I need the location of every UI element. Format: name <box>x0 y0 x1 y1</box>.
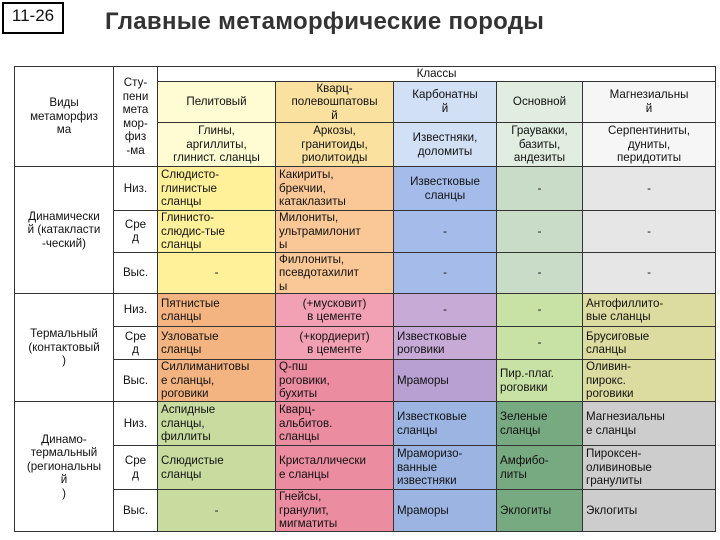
classes-header: Классы <box>158 67 716 82</box>
rock-cell: Силлиманитовы е сланцы, роговики <box>158 360 276 402</box>
rock-cell: - <box>497 211 583 253</box>
rock-cell: (+кордиерит) в цементе <box>276 327 394 360</box>
rock-cell: Оливин- пирокс. роговики <box>583 360 716 402</box>
rock-cell: Известковые сланцы <box>394 167 497 211</box>
rock-cell: Мраморизо- ванные известняки <box>394 446 497 490</box>
rock-cell: Зеленые сланцы <box>497 402 583 446</box>
rock-cell: Эклогиты <box>497 490 583 532</box>
rock-cell: Пироксен- оливиновые гранулиты <box>583 446 716 490</box>
rock-cell: Аспидные сланцы, филлиты <box>158 402 276 446</box>
rock-cell: Амфибо- литы <box>497 446 583 490</box>
rock-cell: - <box>158 490 276 532</box>
protolith-magnesian: Серпентиниты, дуниты, перидотиты <box>583 123 716 167</box>
class-carbonate: Карбонатны й <box>394 81 497 123</box>
rock-cell: Какириты, брекчии, катаклазиты <box>276 167 394 211</box>
rock-cell: Антофиллито- вые сланцы <box>583 294 716 327</box>
rock-cell: Пятнистые сланцы <box>158 294 276 327</box>
rock-cell: - <box>394 294 497 327</box>
rock-cell: Мраморы <box>394 490 497 532</box>
step-low: Низ. <box>114 402 158 446</box>
step-low: Низ. <box>114 167 158 211</box>
rock-cell: Кристаллически е сланцы <box>276 446 394 490</box>
rock-cell: - <box>583 252 716 294</box>
class-magnesian: Магнезиальны й <box>583 81 716 123</box>
metamorphism-type-dynamic: Динамически й (катакласти -ческий) <box>15 167 114 294</box>
step-low: Низ. <box>114 294 158 327</box>
metamorphic-rocks-table <box>14 66 716 532</box>
slide-number: 11-26 <box>11 6 55 25</box>
rock-cell: Слюдисто- глинистые сланцы <box>158 167 276 211</box>
protolith-quartz-feldspar: Аркозы, гранитоиды, риолитоиды <box>276 123 394 167</box>
types-header: Виды метаморфиз ма <box>15 67 114 167</box>
rock-cell: - <box>497 167 583 211</box>
rock-cell: Узловатые сланцы <box>158 327 276 360</box>
rock-cell: Пир.-плаг. роговики <box>497 360 583 402</box>
step-high: Выс. <box>114 490 158 532</box>
rock-cell: Гнейсы, гранулит, мигматиты <box>276 490 394 532</box>
rock-cell: Магнезиальны е сланцы <box>583 402 716 446</box>
rock-cell: Глинисто- слюдис-тые сланцы <box>158 211 276 253</box>
rock-cell: - <box>497 294 583 327</box>
rock-cell: Кварц- альбитов. сланцы <box>276 402 394 446</box>
step-high: Выс. <box>114 360 158 402</box>
rock-cell: - <box>394 252 497 294</box>
class-quartz-feldspar: Кварц- полевошпатовы й <box>276 81 394 123</box>
rock-cell: - <box>158 252 276 294</box>
rock-cell: Милониты, ультрамилонит ы <box>276 211 394 253</box>
steps-header: Сту- пени мета мор- физ -ма <box>114 67 158 167</box>
protolith-pelitic: Глины, аргиллиты, глинист. сланцы <box>158 123 276 167</box>
step-high: Выс. <box>114 252 158 294</box>
rock-cell: - <box>583 167 716 211</box>
rock-cell: (+мусковит) в цементе <box>276 294 394 327</box>
protolith-basic: Граувакки, базиты, андезиты <box>497 123 583 167</box>
rock-cell: Известковые сланцы <box>394 402 497 446</box>
class-basic: Основной <box>497 81 583 123</box>
rock-cell: - <box>583 211 716 253</box>
step-mid: Сре д <box>114 446 158 490</box>
rock-cell: Эклогиты <box>583 490 716 532</box>
rock-cell: - <box>497 252 583 294</box>
rock-cell: Филлониты, псевдотахилит ы <box>276 252 394 294</box>
slide-number-badge <box>2 2 64 34</box>
rock-cell: Брусиговые сланцы <box>583 327 716 360</box>
metamorphism-type-thermal: Термальный (контактовый ) <box>15 294 114 402</box>
step-mid: Сре д <box>114 327 158 360</box>
rock-cell: Q-пш роговики, бухиты <box>276 360 394 402</box>
step-mid: Сре д <box>114 211 158 253</box>
rock-cell: - <box>497 327 583 360</box>
protolith-carbonate: Известняки, доломиты <box>394 123 497 167</box>
rock-cell: Известковые роговики <box>394 327 497 360</box>
class-pelitic: Пелитовый <box>158 81 276 123</box>
rock-cell: Мраморы <box>394 360 497 402</box>
metamorphism-type-regional: Динамо- термальный (региональны й ) <box>15 402 114 532</box>
rock-cell: Слюдистые сланцы <box>158 446 276 490</box>
rock-cell: - <box>394 211 497 253</box>
page-title: Главные метаморфические породы <box>105 8 545 35</box>
